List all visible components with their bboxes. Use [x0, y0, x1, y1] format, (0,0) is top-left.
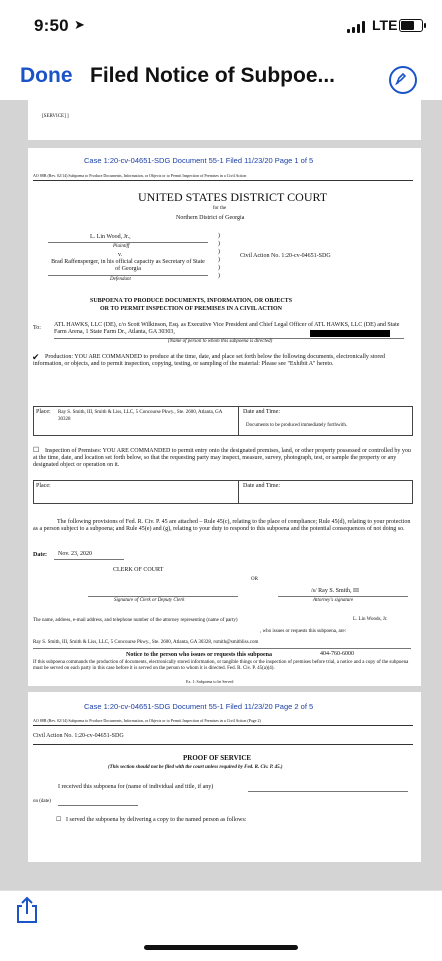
datetime-label: Date and Time: — [243, 409, 280, 415]
datetime-value: Documents to be produced immediately forthwith. — [246, 423, 348, 428]
datetime2-label: Date and Time: — [243, 483, 280, 489]
defendant-label: Defendant — [110, 277, 131, 282]
document-title: Filed Notice of Subpoe... — [90, 64, 336, 87]
location-arrow-icon: ➤ — [74, 18, 85, 33]
civil-action-number-2: Civil Action No. 1:20-cv-04651-SDG — [33, 733, 124, 739]
battery-icon — [399, 19, 423, 32]
party-name: L. Lin Woods, Jr. — [353, 617, 388, 622]
attorney-signature: /s/ Ray S. Smith, III — [311, 588, 360, 594]
proof-note: (This section should not be filed with the court unless required by Fed. R. Civ. P. 45.) — [108, 765, 283, 770]
recipient-caption: (Name of person to whom this subpoena is directed) — [168, 339, 273, 344]
provisions-paragraph: The following provisions of Fed. R. Civ. P. 45 are attached – Rule 45(c), relating to the place of compliance; Rule 45(d), relating to your protection as a person subject to a subpoena; and Rule 45(e) and (g), relating to your duty to respond to this subpoena and the potential consequences of not doing so. — [33, 519, 411, 532]
markup-pen-icon[interactable] — [389, 66, 417, 94]
inspection-place-box — [33, 480, 413, 504]
district: Northern District of Georgia — [176, 215, 245, 221]
place-value: Ray S. Smith, III, Smith & Liss, LLC, 5 Concourse Pkwy., Ste. 2600, Atlanta, GA 30328 — [58, 410, 223, 422]
checkbox-icon: ☐ — [33, 446, 40, 454]
clerk-signature-caption: Signature of Clerk or Deputy Clerk — [114, 598, 185, 603]
served-checkbox-icon: ☐ — [56, 817, 62, 823]
subpoena-title-2: OR TO PERMIT INSPECTION OF PREMISES IN A CIVIL ACTION — [100, 306, 282, 312]
pdf-page-2 — [28, 692, 421, 862]
civil-action-number: Civil Action No. 1:20-cv-04651-SDG — [240, 253, 331, 259]
defendant-name: Brad Raffensperger, in his official capacity as Secretary of State of Georgia — [51, 259, 205, 272]
to-label: To: — [33, 325, 41, 331]
form-line: AO 88B (Rev. 02/14) Subpoena to Produce Documents, Information, or Objects or to Permit Inspection of Premises in a Civil Action — [33, 173, 247, 178]
service-stamp: [SERVICE] ] — [42, 114, 69, 119]
pdf-page-1 — [28, 148, 421, 686]
signal-icon — [347, 21, 369, 33]
share-icon[interactable] — [14, 896, 40, 924]
or-label: OR — [251, 577, 258, 582]
production-paragraph: Production: YOU ARE COMMANDED to produce at the time, date, and place set forth below the following documents, electronically stored information, or objects, and to permit inspection, copying, testing, or sampling of the material: Please see "Exhibit A" hereto. — [33, 354, 386, 367]
case-header-2: Case 1:20-cv-04651-SDG Document 55-1 Filed 11/23/20 Page 2 of 5 — [84, 702, 314, 711]
caption-brackets: ) ) ) ) ) ) — [218, 233, 220, 279]
for-the: for the — [213, 206, 227, 211]
plaintiff-name: L. Lin Wood, Jr., — [90, 234, 131, 240]
attorney-phone: 404-760-6000 — [320, 651, 354, 657]
attorney-line: The name, address, e-mail address, and telephone number of the attorney representing (name of party) — [33, 618, 238, 623]
date-label: Date: — [33, 552, 47, 558]
attorney-signature-caption: Attorney's signature — [313, 598, 354, 603]
case-header: Case 1:20-cv-04651-SDG Document 55-1 Filed 11/23/20 Page 1 of 5 — [84, 156, 314, 165]
notice-text: If this subpoena commands the production of documents, electronically stored information, or tangible things or the inspection of premises before trial, a notice and a copy of the subpoena must be served on each party in this case before it is served on the person to whom it is directed. Fed. R. Civ. P. 45(a)(4). — [33, 660, 409, 671]
checkmark-icon: ✔ — [32, 352, 40, 362]
pdf-viewer[interactable] — [0, 100, 442, 890]
redaction-block — [310, 330, 390, 337]
place2-label: Place: — [36, 483, 51, 489]
status-bar — [0, 0, 442, 56]
received-line: I received this subpoena for (name of individual and title, if any) — [58, 784, 214, 790]
exhibit-label: Ex. 1: Subpoena to be Served — [186, 679, 234, 684]
network-type: LTE — [372, 17, 398, 33]
plaintiff-label: Plaintiff — [113, 244, 130, 249]
attorney-info: Ray S. Smith, III, Smith & Liss, LLC, 5 Concourse Pkwy., Ste. 2600, Atlanta, GA 30328, rsmith@smithliss.com — [33, 640, 259, 645]
court-name: UNITED STATES DISTRICT COURT — [138, 190, 328, 204]
bottom-toolbar — [0, 890, 442, 961]
recipient: ATL HAWKS, LLC (DE), c/o Scott Wilkinson, Esq. as Executive Vice President and Chief Legal Officer of ATL HAWKS, LLC (DE) and State Farm Arena, 1 State Farm Dr., Atlanta, GA 30303, — [54, 322, 400, 335]
served-line: I served the subpoena by delivering a copy to the named person as follows: — [66, 817, 247, 823]
inspection-paragraph: Inspection of Premises: YOU ARE COMMANDED to permit entry onto the designated premises, land, or other property possessed or controlled by you at the time, date, and location set forth below, so that the requesting party may inspect, measure, survey, photograph, test, or sample the property or any designated object or operation on it. — [33, 448, 411, 468]
date-value: Nov. 23, 2020 — [58, 551, 92, 557]
issues-line: , who issues or requests this subpoena, are: — [260, 629, 346, 634]
navigation-bar — [0, 56, 442, 100]
pdf-page-previous — [28, 100, 421, 140]
notice-title: Notice to the person who issues or requests this subpoena — [126, 652, 272, 658]
versus: v. — [118, 252, 123, 258]
home-indicator[interactable] — [144, 945, 298, 950]
done-button[interactable]: Done — [20, 64, 73, 87]
clerk-of-court: CLERK OF COURT — [113, 567, 164, 573]
proof-title: PROOF OF SERVICE — [183, 754, 252, 762]
clock: 9:50 — [34, 16, 69, 35]
on-date: on (date) — [33, 799, 51, 804]
form-line-2: AO 88B (Rev. 02/14) Subpoena to Produce Documents, Information, or Objects or to Permit Inspection of Premises in a Civil Action (Page 2) — [33, 718, 261, 723]
place-label: Place: — [36, 409, 51, 415]
subpoena-title-1: SUBPOENA TO PRODUCE DOCUMENTS, INFORMATION, OR OBJECTS — [90, 298, 293, 304]
